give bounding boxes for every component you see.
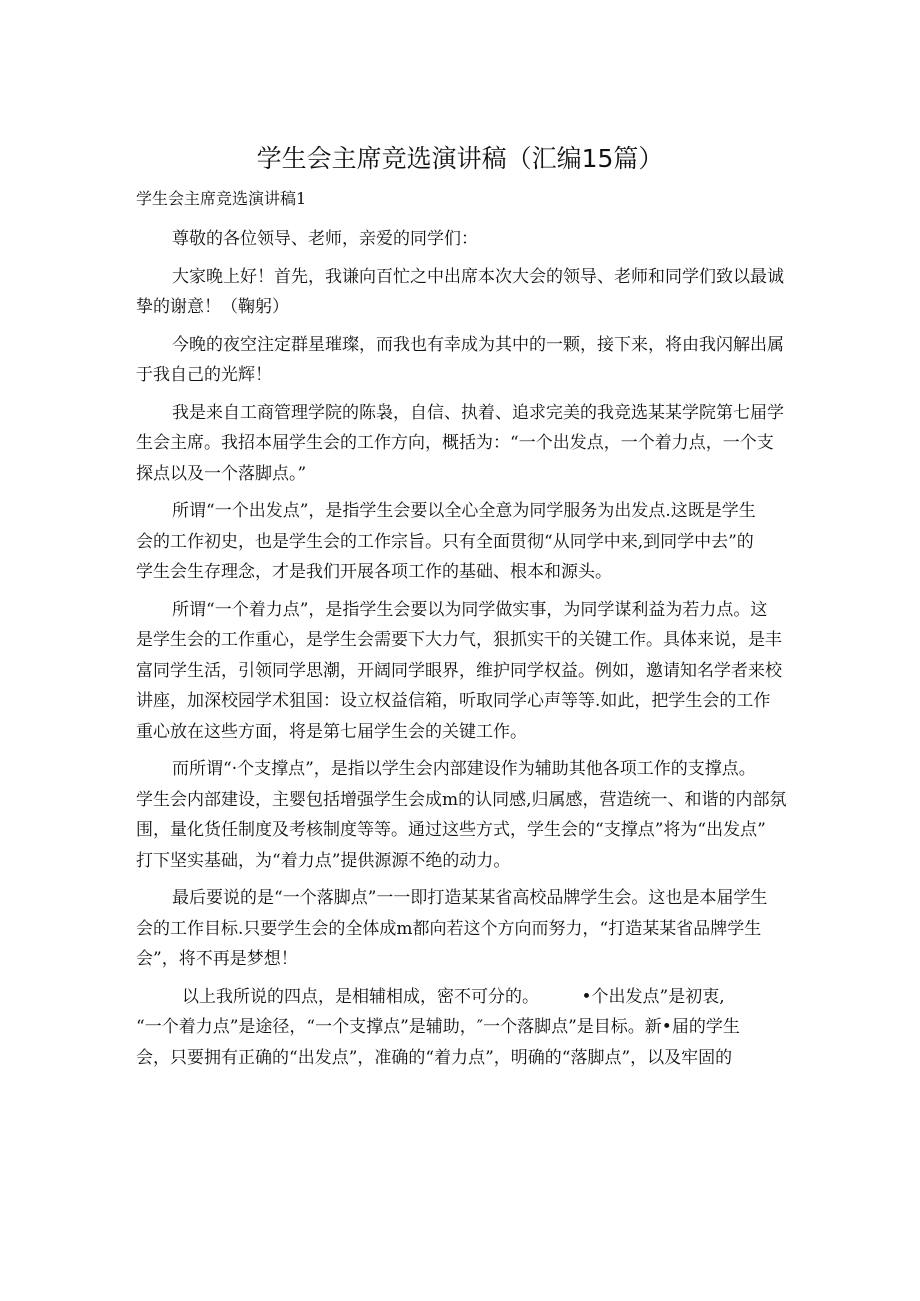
text-line: 今晚的夜空注定群星璀璨，而我也有幸成为其中的一颗，接下来，将由我闪解出属 (172, 334, 784, 355)
text-line: 学生会内部建设，主婴包括增强学生会成m的认同感,归属感，营造统一、和谐的内部氛 (136, 789, 787, 810)
text-line: 会”，将不再是梦想！ (136, 949, 298, 969)
section-heading: 学生会主席竞选演讲稿1 (136, 189, 307, 208)
paragraph-summary (136, 982, 786, 1074)
document-title: 学生会主席竞选演讲稿（汇编15篇） (256, 144, 664, 173)
text-line: 会的工作目标.只要学生会的全体成m都向若这个方向而努力，“打造某某省品牌学生 (136, 918, 762, 939)
text-line: 探点以及一个落脚点。” (136, 463, 307, 484)
text-line: 以上我所说的四点，是相辅相成，密不可分的。 •个出发点”是初衷, (182, 986, 725, 1007)
text-line: 于我自己的光辉！ (136, 365, 272, 385)
text-line: 学生会生存理念，才是我们开展各项工作的基础、根本和源头。 (136, 562, 612, 582)
text-line: “一个着力点”是途径，“一个支撑点”是辅助，″一个落脚点”是目标。新•届的学生 (136, 1017, 740, 1037)
paragraph-self-introduction (136, 398, 786, 490)
paragraph-support-point (136, 754, 786, 876)
text-line: 围，量化货任制度及考核制度等等。通过这些方式，学生会的“支撑点”将为“出发点” (136, 820, 766, 840)
text-line: 富同学生活，引领同学思潮，开阔同学眼界，维护同学权益。例如，邀请知名学者来校 (136, 660, 782, 681)
text-line: 大家晚上好！首先，我谦向百忙之中出席本次大会的领导、老师和同学们致以最诚 (172, 266, 784, 287)
text-line: 最后要说的是“一个落脚点”一一即打造某某省高校品牌学生会。这也是本届学生 (172, 888, 768, 908)
text-line: 生会主席。我招本届学生会的工作方向，概括为：“一个出发点，一个着力点，一个支 (136, 433, 774, 453)
document-body (136, 224, 786, 1080)
text-line: 尊敬的各位领导、老师，亲爱的同学们： (172, 229, 478, 249)
paragraph-intro (136, 330, 786, 391)
text-line: 所谓“一个出发点”，是指学生会要以全心全意为同学服务为出发点.这既是学生 (172, 501, 756, 521)
text-line: 而所谓“·个支撑点”，是指以学生会内部建设作为辅助其他各项工作的支撑点。 (172, 759, 756, 779)
paragraph-focus-point (136, 595, 786, 748)
text-line: 会的工作初史，也是学生会的工作宗旨。只有全面贯彻“从同学中来,到同学中去”的 (136, 531, 754, 552)
paragraph-starting-point (136, 496, 786, 588)
text-line: 打下坚实基础，为“着力点”提供源源不绝的动力。 (136, 850, 511, 871)
text-line: 重心放在这些方面，将是第七届学生会的关键工作。 (136, 721, 527, 742)
text-line: 所谓“一个着力点”，是指学生会要以为同学做实事，为同学谋利益为若力点。这 (172, 599, 768, 620)
paragraph-landing-point (136, 883, 786, 975)
paragraph-greeting (136, 262, 786, 323)
text-line: 会，只要拥有正确的“出发点”，准确的“着力点”，明确的“落脚点”，以及牢固的 (136, 1047, 733, 1068)
text-line: 我是来自工商管理学院的陈袅，自信、执着、追求完美的我竞选某某学院第七届学 (172, 402, 784, 423)
paragraph-salutation (136, 224, 786, 255)
text-line: 讲座，加深校园学术狙国：设立权益信箱，听取同学心声等等.如此，把学生会的工作 (136, 691, 771, 711)
text-line: 挚的谢意！（鞠躬） (136, 297, 289, 317)
text-line: 是学生会的工作重心，是学生会需要下大力气，狠抓实干的关键工作。具体来说，是丰 (136, 630, 782, 650)
